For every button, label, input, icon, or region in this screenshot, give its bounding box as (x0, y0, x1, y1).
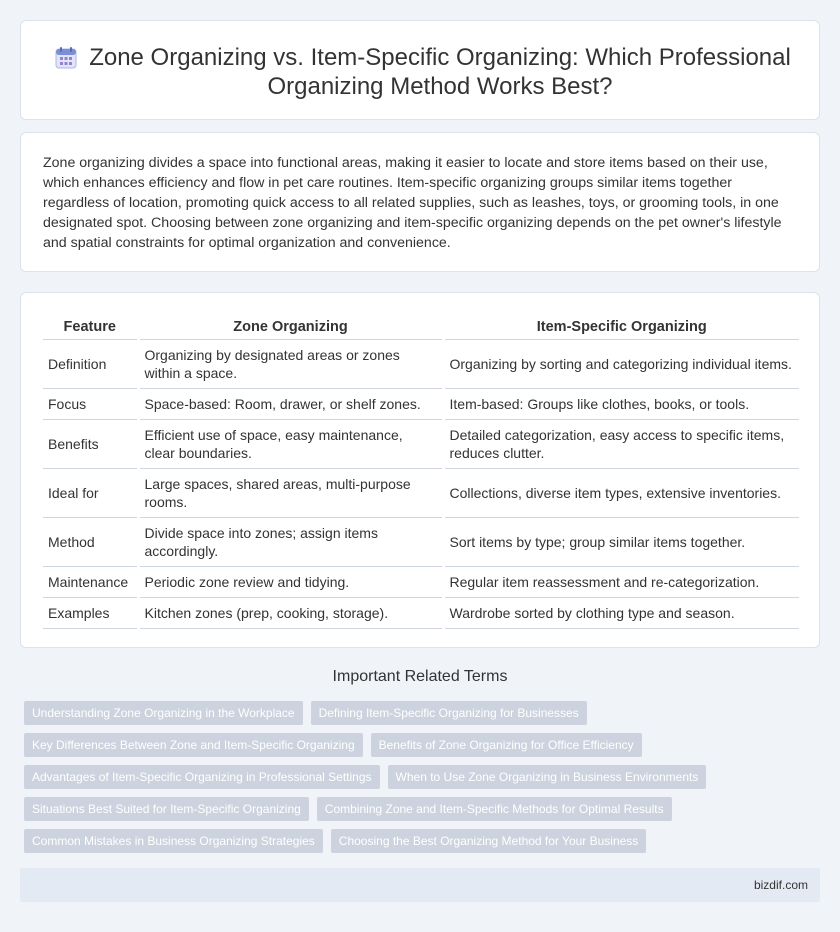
cell-zone: Organizing by designated areas or zones within a space. (138, 339, 443, 388)
page-title: Zone Organizing vs. Item-Specific Organizing: Which Professional Organizing Method Works Best? (89, 44, 791, 100)
table-header-row (43, 311, 799, 339)
table-row (43, 566, 799, 597)
cell-zone: Kitchen zones (prep, cooking, storage). (138, 597, 443, 628)
cell-item: Sort items by type; group similar items together. (443, 517, 799, 566)
related-term-link[interactable]: When to Use Zone Organizing in Business Environments (388, 765, 707, 789)
cell-zone: Large spaces, shared areas, multi-purpose rooms. (138, 468, 443, 517)
related-term-link[interactable]: Understanding Zone Organizing in the Workplace (24, 701, 303, 725)
intro-text: Zone organizing divides a space into functional areas, making it easier to locate and store items based on their use, which enhances efficiency and flow in pet care routines. Item-specific organizing groups similar items together regardless of location, promoting quick access to all related supplies, such as leashes, toys, or grooming tools, in one designated spot. Choosing between zone organizing and item-specific organizing depends on the pet owner's lifestyle and spatial constraints for optimal organization and convenience. (43, 155, 782, 251)
related-term-link[interactable]: Common Mistakes in Business Organizing Strategies (24, 829, 323, 853)
table-row (43, 419, 799, 468)
footer-site[interactable]: bizdif.com (753, 878, 808, 892)
cell-feature: Maintenance (43, 566, 138, 597)
related-term-link[interactable]: Situations Best Suited for Item-Specific Organizing (24, 797, 309, 821)
tag-row (24, 765, 784, 789)
cell-zone: Periodic zone review and tidying. (138, 566, 443, 597)
cell-zone: Efficient use of space, easy maintenance, clear boundaries. (138, 419, 443, 468)
calendar-icon (53, 45, 79, 71)
cell-item: Collections, diverse item types, extensive inventories. (443, 468, 799, 517)
related-term-link[interactable]: Key Differences Between Zone and Item-Specific Organizing (24, 733, 363, 757)
cell-feature: Benefits (43, 419, 138, 468)
cell-feature: Ideal for (43, 468, 138, 517)
column-header-zone: Zone Organizing (138, 311, 443, 339)
tag-row (24, 797, 784, 821)
footer (20, 868, 820, 902)
cell-item: Detailed categorization, easy access to specific items, reduces clutter. (443, 419, 799, 468)
column-header-feature: Feature (43, 311, 138, 339)
cell-item: Item-based: Groups like clothes, books, or tools. (443, 388, 799, 419)
cell-zone: Divide space into zones; assign items accordingly. (138, 517, 443, 566)
column-header-item: Item-Specific Organizing (443, 311, 799, 339)
tag-row (24, 733, 784, 757)
related-terms-title: Important Related Terms (332, 668, 508, 685)
comparison-table-card (20, 292, 820, 648)
title-card (20, 20, 820, 120)
tag-row (24, 701, 784, 725)
cell-feature: Focus (43, 388, 138, 419)
cell-item: Regular item reassessment and re-categorization. (443, 566, 799, 597)
table-row (43, 339, 799, 388)
related-terms-list (24, 701, 784, 861)
table-row (43, 597, 799, 628)
cell-zone: Space-based: Room, drawer, or shelf zones. (138, 388, 443, 419)
related-term-link[interactable]: Benefits of Zone Organizing for Office Efficiency (371, 733, 642, 757)
table-row (43, 517, 799, 566)
cell-feature: Examples (43, 597, 138, 628)
related-term-link[interactable]: Advantages of Item-Specific Organizing in Professional Settings (24, 765, 380, 789)
related-term-link[interactable]: Defining Item-Specific Organizing for Businesses (311, 701, 587, 725)
related-term-link[interactable]: Combining Zone and Item-Specific Methods for Optimal Results (317, 797, 672, 821)
comparison-table (43, 311, 799, 629)
related-term-link[interactable]: Choosing the Best Organizing Method for Your Business (331, 829, 647, 853)
cell-item: Wardrobe sorted by clothing type and season. (443, 597, 799, 628)
cell-item: Organizing by sorting and categorizing individual items. (443, 339, 799, 388)
tag-row (24, 829, 784, 853)
table-row (43, 388, 799, 419)
cell-feature: Method (43, 517, 138, 566)
table-row (43, 468, 799, 517)
intro-card (20, 132, 820, 272)
cell-feature: Definition (43, 339, 138, 388)
